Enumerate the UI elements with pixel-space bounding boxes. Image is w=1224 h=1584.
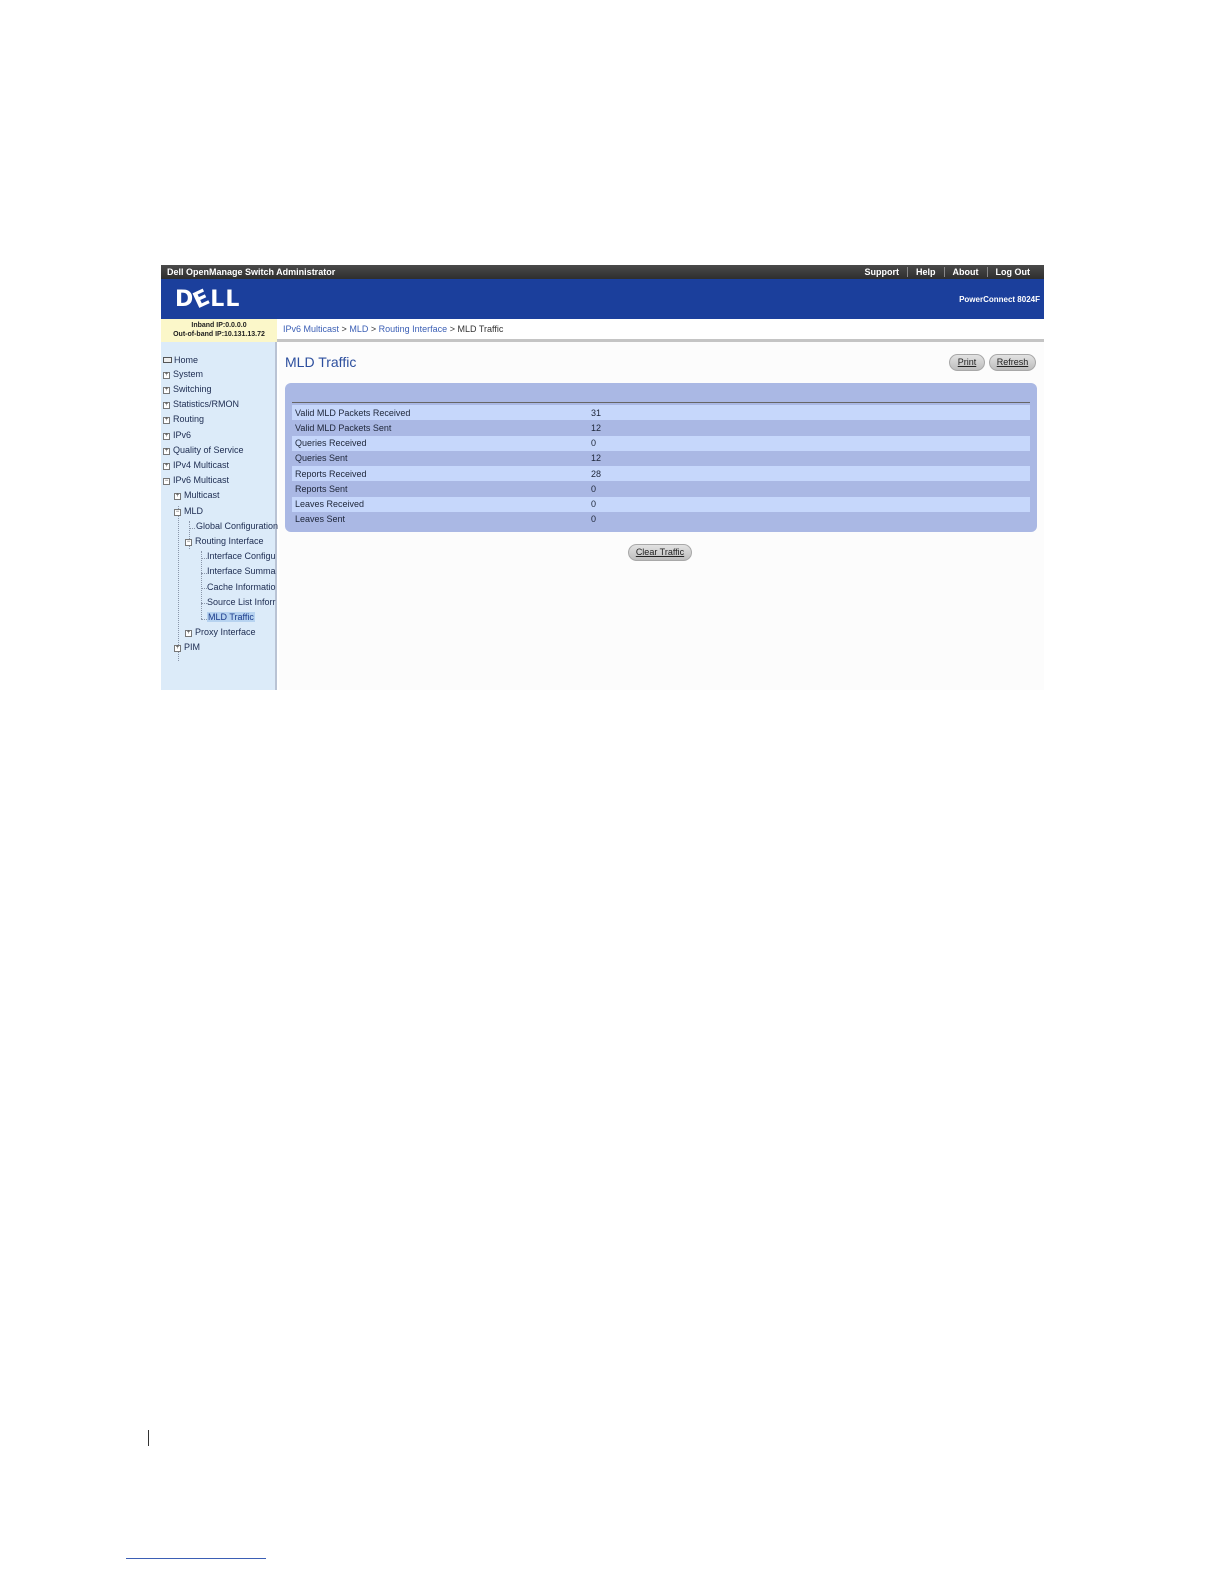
- table-row: [292, 512, 1030, 527]
- row-value: 28: [588, 466, 1030, 481]
- expand-icon[interactable]: +: [164, 372, 169, 378]
- breadcrumb-separator: >: [449, 324, 455, 334]
- page-title: MLD Traffic: [285, 354, 357, 370]
- help-link[interactable]: Help: [907, 267, 944, 277]
- expand-icon[interactable]: +: [164, 433, 169, 439]
- table-row: [292, 466, 1030, 481]
- logout-link[interactable]: Log Out: [987, 267, 1039, 277]
- row-value: 0: [588, 512, 1030, 527]
- row-label: Queries Received: [292, 436, 588, 451]
- row-label: Reports Received: [292, 466, 588, 481]
- model-name: PowerConnect 8024F: [959, 295, 1040, 304]
- expand-icon[interactable]: +: [164, 448, 169, 454]
- breadcrumb-routing-interface[interactable]: Routing Interface: [378, 324, 448, 334]
- mld-traffic-table: [292, 405, 1030, 527]
- mld-traffic-panel: [285, 383, 1037, 532]
- breadcrumb: [277, 319, 1044, 342]
- tree-guide-line: [178, 506, 179, 661]
- expand-icon[interactable]: +: [164, 417, 169, 423]
- table-row: [292, 420, 1030, 435]
- sidebar-item-proxy-interface[interactable]: + Proxy Interface: [186, 627, 256, 637]
- sidebar-item-interface-summary[interactable]: Interface Summa: [207, 566, 276, 576]
- sidebar-item-ipv4-multicast[interactable]: + IPv4 Multicast: [164, 460, 230, 470]
- sidebar-item-ipv6-multicast[interactable]: − IPv6 Multicast: [164, 475, 230, 485]
- row-value: 0: [588, 481, 1030, 496]
- print-button[interactable]: Print: [949, 354, 985, 371]
- row-label: Valid MLD Packets Sent: [292, 420, 588, 435]
- expand-icon[interactable]: +: [186, 630, 191, 636]
- sidebar-item-home[interactable]: Home: [163, 355, 198, 365]
- row-value: 12: [588, 420, 1030, 435]
- tree-guide-line: [189, 528, 195, 529]
- header-band: [161, 279, 1044, 319]
- dell-logo: DELL: [175, 284, 241, 315]
- sidebar-item-routing[interactable]: + Routing: [164, 414, 205, 424]
- breadcrumb-mld[interactable]: MLD: [349, 324, 369, 334]
- expand-icon[interactable]: +: [175, 493, 180, 499]
- table-row: [292, 481, 1030, 496]
- row-value: 31: [588, 405, 1030, 420]
- row-label: Valid MLD Packets Received: [292, 405, 588, 420]
- sidebar-item-statistics-rmon[interactable]: + Statistics/RMON: [164, 399, 240, 409]
- expand-icon[interactable]: +: [164, 463, 169, 469]
- tree-guide-line: [201, 551, 202, 619]
- sidebar-item-quality-of-service[interactable]: + Quality of Service: [164, 445, 244, 455]
- table-row: [292, 497, 1030, 512]
- table-row: [292, 451, 1030, 466]
- sidebar-item-mld-traffic[interactable]: MLD Traffic: [208, 612, 254, 622]
- sidebar-item-source-list-information[interactable]: Source List Inforr: [207, 597, 276, 607]
- home-icon: [163, 357, 172, 363]
- sidebar-item-pim[interactable]: + PIM: [175, 642, 201, 652]
- out-of-band-ip: Out-of-band IP:10.131.13.72: [173, 331, 265, 338]
- row-label: Queries Sent: [292, 451, 588, 466]
- row-label: Leaves Sent: [292, 512, 588, 527]
- ip-info-box: [161, 319, 277, 342]
- app-title: Dell OpenManage Switch Administrator: [167, 267, 336, 277]
- breadcrumb-ipv6-multicast[interactable]: IPv6 Multicast: [283, 324, 340, 334]
- title-bar: [161, 265, 1044, 279]
- panel-divider: [292, 402, 1030, 403]
- collapse-icon[interactable]: −: [175, 509, 180, 515]
- footer-rule: [126, 1558, 266, 1559]
- sidebar-item-multicast[interactable]: + Multicast: [175, 490, 220, 500]
- collapse-icon[interactable]: −: [164, 478, 169, 484]
- sidebar-item-cache-information[interactable]: Cache Informatio: [207, 582, 276, 592]
- about-link[interactable]: About: [944, 267, 987, 277]
- collapse-icon[interactable]: −: [186, 539, 191, 545]
- expand-icon[interactable]: +: [164, 387, 169, 393]
- support-link[interactable]: Support: [864, 267, 899, 277]
- sidebar-item-global-configuration[interactable]: Global Configuration: [196, 521, 279, 531]
- breadcrumb-separator: >: [341, 324, 347, 334]
- row-label: Reports Sent: [292, 481, 588, 496]
- expand-icon[interactable]: +: [164, 402, 169, 408]
- breadcrumb-separator: >: [370, 324, 377, 334]
- breadcrumb-current: MLD Traffic: [457, 324, 504, 334]
- sidebar-item-interface-configuration[interactable]: Interface Configu: [207, 551, 276, 561]
- refresh-button[interactable]: Refresh: [989, 354, 1036, 371]
- switch-admin-window: [161, 265, 1044, 690]
- expand-icon[interactable]: +: [175, 645, 180, 651]
- sidebar-nav-tree: [161, 342, 277, 690]
- sidebar-item-switching[interactable]: + Switching: [164, 384, 212, 394]
- clear-traffic-button[interactable]: Clear Traffic: [628, 544, 692, 561]
- row-label: Leaves Received: [292, 497, 588, 512]
- top-links: [856, 267, 1038, 277]
- row-value: 12: [588, 451, 1030, 466]
- row-value: 0: [588, 497, 1030, 512]
- table-row: [292, 405, 1030, 420]
- sidebar-item-routing-interface[interactable]: − Routing Interface: [186, 536, 264, 546]
- inband-ip: Inband IP:0.0.0.0: [191, 322, 247, 329]
- sidebar-item-mld[interactable]: − MLD: [175, 506, 204, 516]
- main-content: [279, 342, 1044, 690]
- page-margin-mark: [148, 1430, 149, 1446]
- row-value: 0: [588, 436, 1030, 451]
- sidebar-item-system[interactable]: + System: [164, 369, 204, 379]
- sidebar-item-ipv6[interactable]: + IPv6: [164, 430, 192, 440]
- table-row: [292, 436, 1030, 451]
